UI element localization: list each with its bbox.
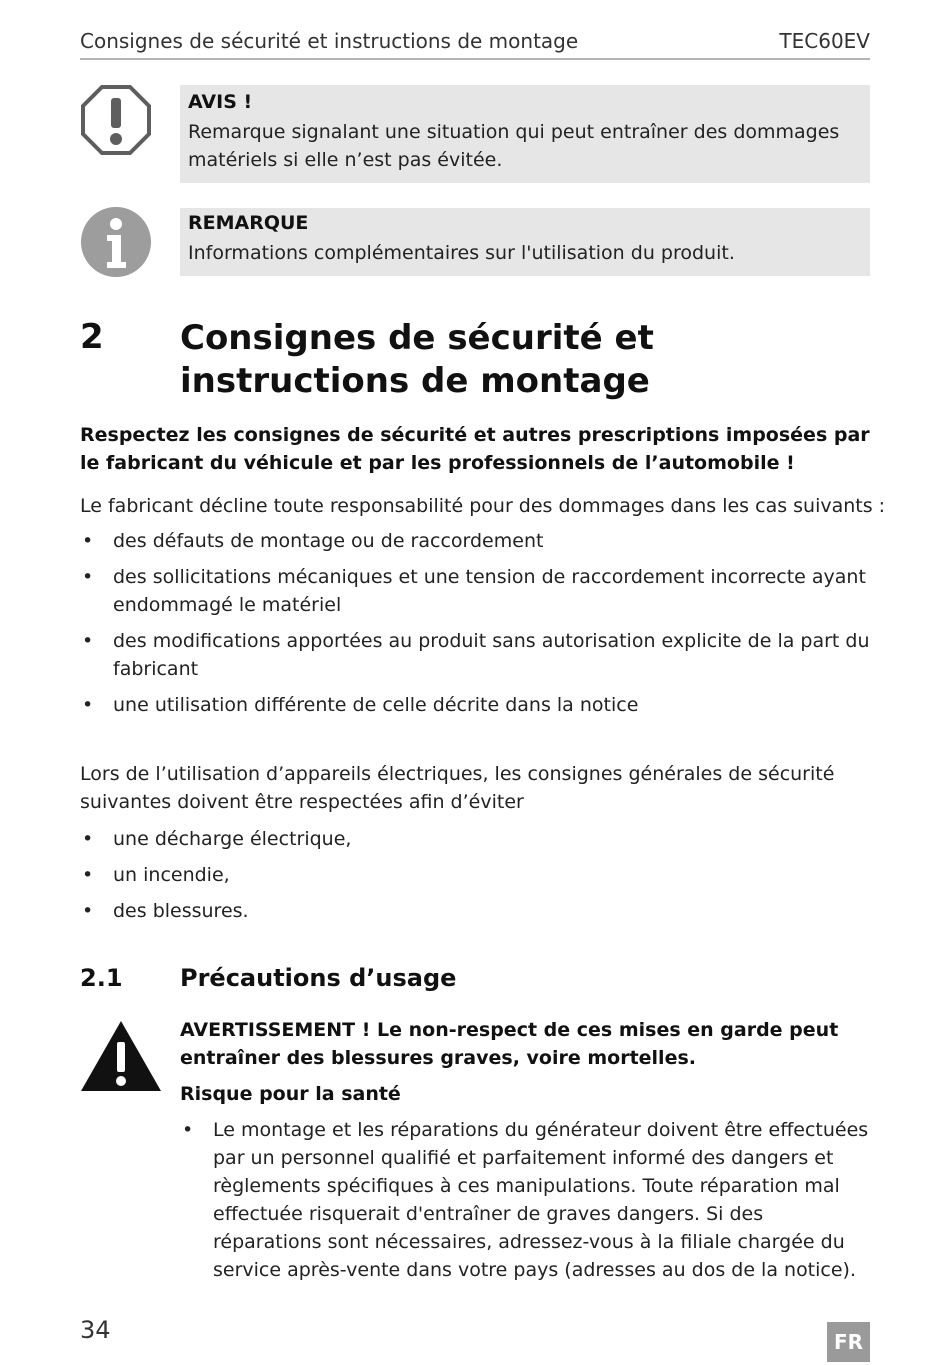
list-item: • des modifications apportées au produit sans autorisation explicite de la part du fabricant: [80, 627, 870, 683]
header-title: Consignes de sécurité et instructions de montage: [80, 29, 579, 53]
list-item: • des blessures.: [80, 897, 870, 925]
info-circle-icon: [80, 206, 152, 278]
liability-intro: Le fabricant décline toute responsabilité pour des dommages dans les cas suivants :: [80, 495, 886, 517]
avis-notice-box: [180, 85, 870, 183]
remarque-notice-box: [180, 208, 870, 276]
liability-list: [80, 527, 870, 727]
list-item: • des sollicitations mécaniques et une tension de raccordement incorrecte ayant endommagé le matériel: [80, 563, 870, 619]
list-item: • une décharge électrique,: [80, 825, 870, 853]
risk-title: Risque pour la santé: [180, 1083, 401, 1105]
remarque-text: Informations complémentaires sur l'utilisation du produit.: [188, 242, 735, 264]
list-item: • des défauts de montage ou de raccordement: [80, 527, 870, 555]
exclamation-octagon-icon: [80, 84, 152, 156]
section-number: 2: [80, 317, 104, 357]
section-title: Consignes de sécurité et instructions de montage: [180, 318, 654, 401]
list-item: • une utilisation différente de celle décrite dans la notice: [80, 691, 870, 719]
page-number: 34: [80, 1316, 111, 1344]
warning-title: AVERTISSEMENT ! Le non-respect de ces mises en garde peut entraîner des blessures graves, voire mortelles.: [180, 1019, 839, 1069]
electrical-list: [80, 825, 870, 933]
subsection-title: Précautions d’usage: [180, 964, 457, 992]
header-divider: [80, 58, 870, 60]
intro-bold-paragraph: Respectez les consignes de sécurité et autres prescriptions imposées par le fabricant du véhicule et par les professionnels de l’automobile !: [80, 424, 870, 474]
language-badge: FR: [827, 1322, 870, 1362]
avis-title: AVIS !: [188, 91, 253, 113]
risk-list: [180, 1116, 870, 1292]
list-item: • Le montage et les réparations du générateur doivent être effectuées par un personnel qualifié et parfaitement informé des dangers et règlements spécifiques à ces manipulations. Toute réparation mal effectuée risquerait d'entraîner de graves dangers. Si des réparations sont nécessaires, adressez-vous à la filiale chargée du service après-vente dans votre pays (adresses au dos de la notice).: [180, 1116, 870, 1284]
subsection-number: 2.1: [80, 964, 123, 992]
list-item: • un incendie,: [80, 861, 870, 889]
header-model: TEC60EV: [779, 29, 870, 53]
remarque-title: REMARQUE: [188, 212, 309, 234]
electrical-intro: Lors de l’utilisation d’appareils électriques, les consignes générales de sécurité suivantes doivent être respectées afin d’éviter: [80, 763, 835, 813]
avis-text: Remarque signalant une situation qui peut entraîner des dommages matériels si elle n’est pas évitée.: [188, 121, 840, 171]
warning-triangle-icon: [80, 1020, 162, 1092]
